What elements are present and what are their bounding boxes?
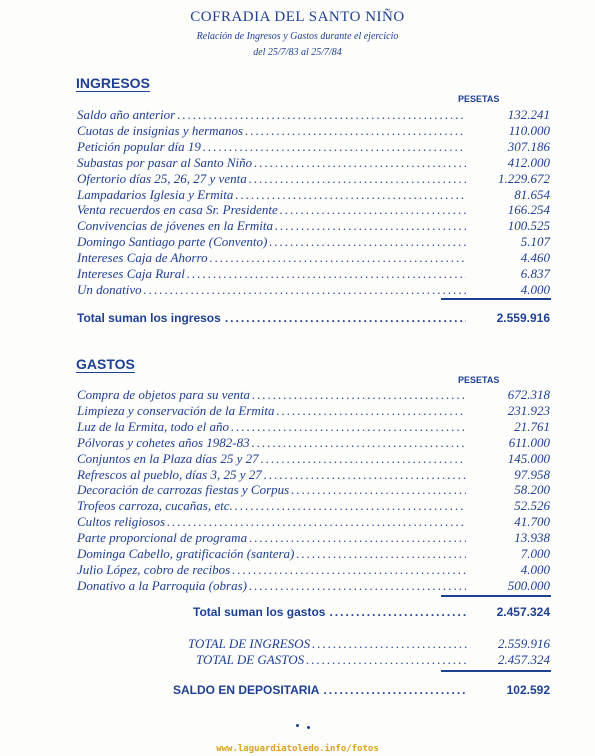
ingresos-label: Petición popular día 19 — [77, 138, 201, 154]
gastos-amount: 672.318 — [507, 387, 550, 402]
gastos-label: Compra de objetos para su venta — [77, 387, 250, 402]
gastos-amount: 500.000 — [507, 577, 550, 593]
ingresos-amount: 1.229.672 — [498, 170, 550, 186]
dot-leader — [249, 530, 466, 545]
gastos-amount: 611.000 — [508, 434, 550, 450]
dot-leader — [296, 546, 466, 561]
ingresos-amount: 100.525 — [507, 218, 550, 234]
saldo-label: SALDO EN DEPOSITARIA — [173, 683, 320, 697]
footer-url: www.laguardiatoledo.info/fotos — [216, 744, 379, 754]
dot-leader — [252, 387, 466, 402]
gastos-amount: 97.958 — [514, 466, 550, 482]
gastos-column-label: PESETAS — [458, 375, 500, 385]
gastos-amount: 13.938 — [514, 530, 550, 546]
ingresos-heading: INGRESOS — [76, 75, 150, 91]
saldo-amount: 102.592 — [506, 683, 550, 697]
gastos-label: Donativo a la Parroquia (obras) — [77, 577, 247, 593]
summary-gastos-row — [196, 652, 550, 668]
gastos-row — [77, 435, 550, 450]
ingresos-label: Venta recuerdos en casa Sr. Presidente — [77, 202, 278, 218]
dot-leader — [312, 636, 468, 652]
summary-gastos-amount: 2.457.324 — [498, 652, 550, 667]
gastos-total-row — [193, 605, 550, 619]
summary-ingresos-row — [188, 636, 550, 652]
ingresos-label: Un donativo — [77, 281, 142, 297]
ingresos-amount: 4.460 — [520, 250, 550, 266]
ingresos-amount: 132.241 — [507, 107, 550, 122]
print-mark — [307, 726, 310, 729]
gastos-row — [77, 498, 550, 513]
ingresos-label: Saldo año anterior — [77, 107, 176, 122]
ingresos-label: Cuotas de insignias y hermanos — [77, 122, 244, 138]
gastos-row — [77, 451, 550, 466]
gastos-amount: 41.700 — [514, 514, 550, 530]
dot-leader — [291, 482, 466, 497]
ingresos-label: Subastas por pasar al Santo Niño — [77, 154, 253, 170]
ingresos-total-row — [77, 311, 550, 325]
dot-leader — [254, 155, 466, 170]
dot-leader — [277, 403, 467, 418]
summary-ingresos-label: TOTAL DE INGRESOS — [188, 636, 311, 651]
dot-leader — [306, 652, 468, 668]
gastos-label: Conjuntos en la Plaza días 25 y 27 — [77, 450, 259, 466]
dot-leader — [167, 514, 466, 529]
summary-rule — [441, 670, 551, 672]
gastos-row — [77, 530, 550, 545]
print-mark — [296, 724, 299, 727]
ingresos-column-label: PESETAS — [458, 94, 500, 104]
dot-leader — [231, 419, 466, 434]
dot-leader — [187, 266, 466, 281]
gastos-label: Parte proporcional de programa — [77, 530, 248, 546]
ingresos-row — [77, 187, 550, 202]
dot-leader — [323, 683, 466, 697]
ingresos-row — [77, 282, 550, 297]
gastos-label: Luz de la Ermita, todo el año — [77, 418, 230, 434]
ingresos-label: Lampadarios Iglesia y Ermita — [77, 186, 234, 202]
gastos-amount: 21.761 — [514, 418, 550, 434]
ingresos-label: Domingo Santiago parte (Convento) — [77, 234, 268, 250]
ingresos-row — [77, 218, 550, 233]
gastos-row — [77, 403, 550, 418]
document-title: COFRADIA DEL SANTO NIÑO — [190, 9, 405, 25]
ingresos-total-label: Total suman los ingresos — [77, 311, 221, 325]
gastos-row — [77, 482, 550, 497]
dot-leader — [252, 435, 466, 450]
gastos-label: Julio López, cobro de recibos — [77, 561, 231, 577]
gastos-label: Refrescos al pueblo, días 3, 25 y 27 — [77, 466, 262, 482]
ingresos-rule — [441, 298, 551, 300]
ingresos-amount: 4.000 — [520, 281, 550, 297]
dot-leader — [235, 498, 466, 513]
ingresos-label: Ofertorio días 25, 26, 27 y venta — [77, 170, 247, 186]
gastos-amount: 7.000 — [520, 546, 550, 561]
gastos-row — [77, 467, 550, 482]
ingresos-amount: 5.107 — [520, 234, 550, 250]
dot-leader — [210, 250, 466, 265]
document-period: del 25/7/83 al 25/7/84 — [253, 47, 342, 58]
dot-leader — [232, 562, 466, 577]
ingresos-amount: 110.000 — [508, 122, 550, 138]
gastos-amount: 145.000 — [507, 450, 550, 466]
gastos-label: Limpieza y conservación de la Ermita — [77, 402, 275, 418]
gastos-amount: 4.000 — [520, 561, 550, 577]
dot-leader — [264, 467, 466, 482]
dot-leader — [275, 218, 466, 233]
dot-leader — [245, 123, 466, 138]
ingresos-amount: 166.254 — [507, 202, 550, 218]
ingresos-row — [77, 234, 550, 249]
ingresos-amount: 412.000 — [507, 154, 550, 170]
gastos-amount: 231.923 — [507, 402, 550, 418]
ingresos-label: Intereses Caja Rural — [77, 266, 185, 281]
ingresos-amount: 81.654 — [514, 186, 550, 202]
dot-leader — [203, 139, 466, 154]
ingresos-row — [77, 202, 550, 217]
gastos-label: Cultos religiosos — [77, 514, 166, 530]
gastos-rule — [441, 595, 551, 597]
gastos-heading: GASTOS — [76, 356, 135, 372]
saldo-row — [173, 683, 550, 697]
ingresos-row — [77, 107, 550, 122]
ingresos-row — [77, 250, 550, 265]
ingresos-label: Convivencias de jóvenes en la Ermita — [77, 218, 274, 234]
gastos-row — [77, 514, 550, 529]
ingresos-row — [77, 139, 550, 154]
dot-leader — [177, 107, 466, 122]
gastos-row — [77, 387, 550, 402]
gastos-label: Dominga Cabello, gratificación (santera) — [77, 546, 295, 561]
gastos-label: Decoración de carrozas fiestas y Corpus — [77, 482, 290, 498]
ingresos-row — [77, 123, 550, 138]
gastos-total-label: Total suman los gastos — [193, 605, 326, 619]
document-subtitle: Relación de Ingresos y Gastos durante el ejercicio — [196, 31, 399, 42]
gastos-label: Trofeos carroza, cucañas, etc. — [77, 498, 233, 514]
gastos-row — [77, 546, 550, 561]
dot-leader — [329, 605, 466, 619]
gastos-row — [77, 419, 550, 434]
ingresos-row — [77, 171, 550, 186]
gastos-amount: 58.200 — [514, 482, 550, 498]
gastos-label: Pólvoras y cohetes años 1982-83 — [77, 434, 250, 450]
ingresos-row — [77, 266, 550, 281]
dot-leader — [235, 187, 466, 202]
dot-leader — [280, 202, 466, 217]
gastos-amount: 52.526 — [514, 498, 550, 514]
dot-leader — [225, 311, 466, 325]
dot-leader — [249, 171, 466, 186]
ingresos-label: Intereses Caja de Ahorro — [77, 250, 208, 266]
dot-leader — [261, 451, 466, 466]
gastos-row — [77, 578, 550, 593]
dot-leader — [249, 578, 466, 593]
summary-gastos-label: TOTAL DE GASTOS — [196, 652, 305, 667]
ingresos-row — [77, 155, 550, 170]
ingresos-amount: 6.837 — [520, 266, 550, 281]
gastos-total-amount: 2.457.324 — [496, 605, 550, 619]
summary-ingresos-amount: 2.559.916 — [498, 636, 550, 651]
ingresos-amount: 307.186 — [507, 138, 550, 154]
ingresos-total-amount: 2.559.916 — [496, 311, 550, 325]
dot-leader — [144, 282, 466, 297]
gastos-row — [77, 562, 550, 577]
dot-leader — [269, 234, 466, 249]
